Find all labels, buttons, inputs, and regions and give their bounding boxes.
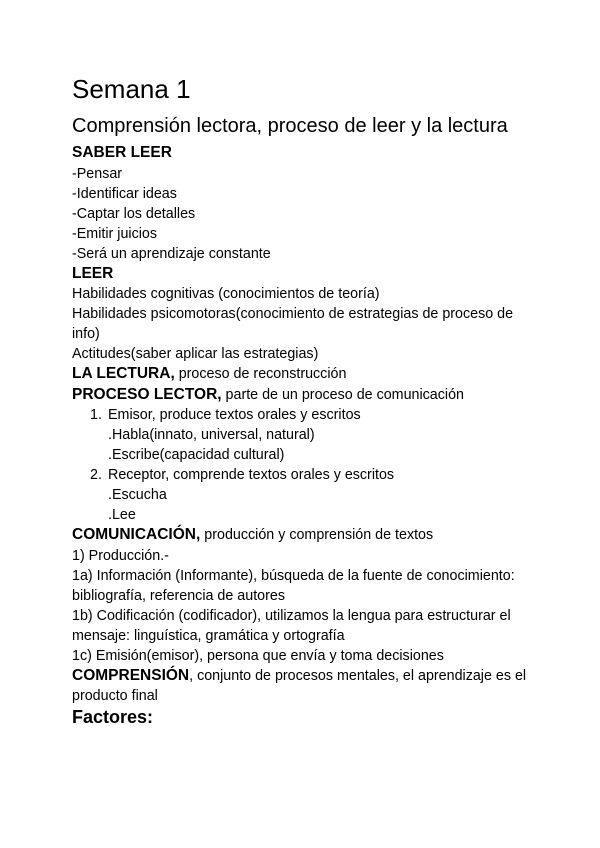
la-lectura-text: proceso de reconstrucción [174, 366, 347, 382]
list-subitem [72, 445, 532, 465]
proceso-lector-heading: PROCESO LECTOR, [72, 385, 222, 403]
comunicacion-item: 1c) Emisión(emisor), persona que envía y toma decisiones [72, 647, 444, 664]
list-item-text: Emisor, produce textos orales y escritos [108, 407, 361, 423]
leer-item: Actitudes(saber aplicar las estrategias) [72, 346, 319, 362]
list-subitem-text: .Habla(innato, universal, natural) [108, 427, 315, 443]
list-subitem-text: .Escribe(capacidad cultural) [108, 447, 285, 463]
list-number: 1. [90, 407, 102, 423]
saber-leer-item: -Será un aprendizaje constante [72, 245, 271, 262]
leer-item: Habilidades psicomotoras(conocimiento de estrategias de proceso de info) [72, 306, 514, 342]
saber-leer-item: -Captar los detalles [72, 205, 196, 222]
list-subitem-text: .Escucha [108, 487, 167, 503]
comunicacion-item: 1a) Información (Informante), búsqueda de la fuente de conocimiento: bibliografía, referencia de autores [72, 567, 515, 604]
list-item-text: Receptor, comprende textos orales y escritos [108, 467, 395, 483]
comprension-heading: COMPRENSIÓN [72, 666, 190, 684]
proceso-lector-line [72, 385, 532, 406]
comunicacion-item: 1b) Codificación (codificador), utilizamos la lengua para estructurar el mensaje: linguística, gramática y ortografía [72, 607, 511, 644]
list-subitem [72, 425, 532, 445]
comunicacion-item: 1) Producción.- [72, 547, 169, 564]
page-subtitle: Comprensión lectora, proceso de leer y la lectura [72, 115, 508, 137]
list-subitem-text: .Lee [108, 507, 136, 523]
list-subitem [72, 485, 532, 505]
ordered-list-item [72, 405, 532, 425]
la-lectura-line [72, 364, 532, 385]
proceso-lector-text: parte de un proceso de comunicación [221, 386, 464, 403]
la-lectura-heading: LA LECTURA, [72, 365, 175, 382]
saber-leer-item: -Pensar [72, 165, 123, 182]
comunicacion-text: producción y comprensión de textos [200, 527, 434, 543]
comprension-line [72, 666, 532, 707]
comunicacion-line [72, 525, 532, 546]
saber-leer-item: -Emitir juicios [72, 225, 157, 242]
leer-heading: LEER [72, 264, 114, 282]
saber-leer-heading: SABER LEER [72, 144, 172, 161]
list-number: 2. [90, 467, 102, 483]
page-title: Semana 1 [72, 74, 191, 104]
ordered-list-item [72, 465, 532, 485]
saber-leer-item: -Identificar ideas [72, 185, 177, 202]
list-subitem [72, 505, 532, 525]
factores-heading: Factores: [72, 707, 154, 727]
comunicacion-heading: COMUNICACIÓN, [72, 526, 201, 543]
document-page [72, 72, 532, 728]
leer-item: Habilidades cognitivas (conocimientos de teoría) [72, 286, 380, 302]
comprension-text: , conjunto de procesos mentales, el aprendizaje es el producto final [72, 667, 527, 704]
